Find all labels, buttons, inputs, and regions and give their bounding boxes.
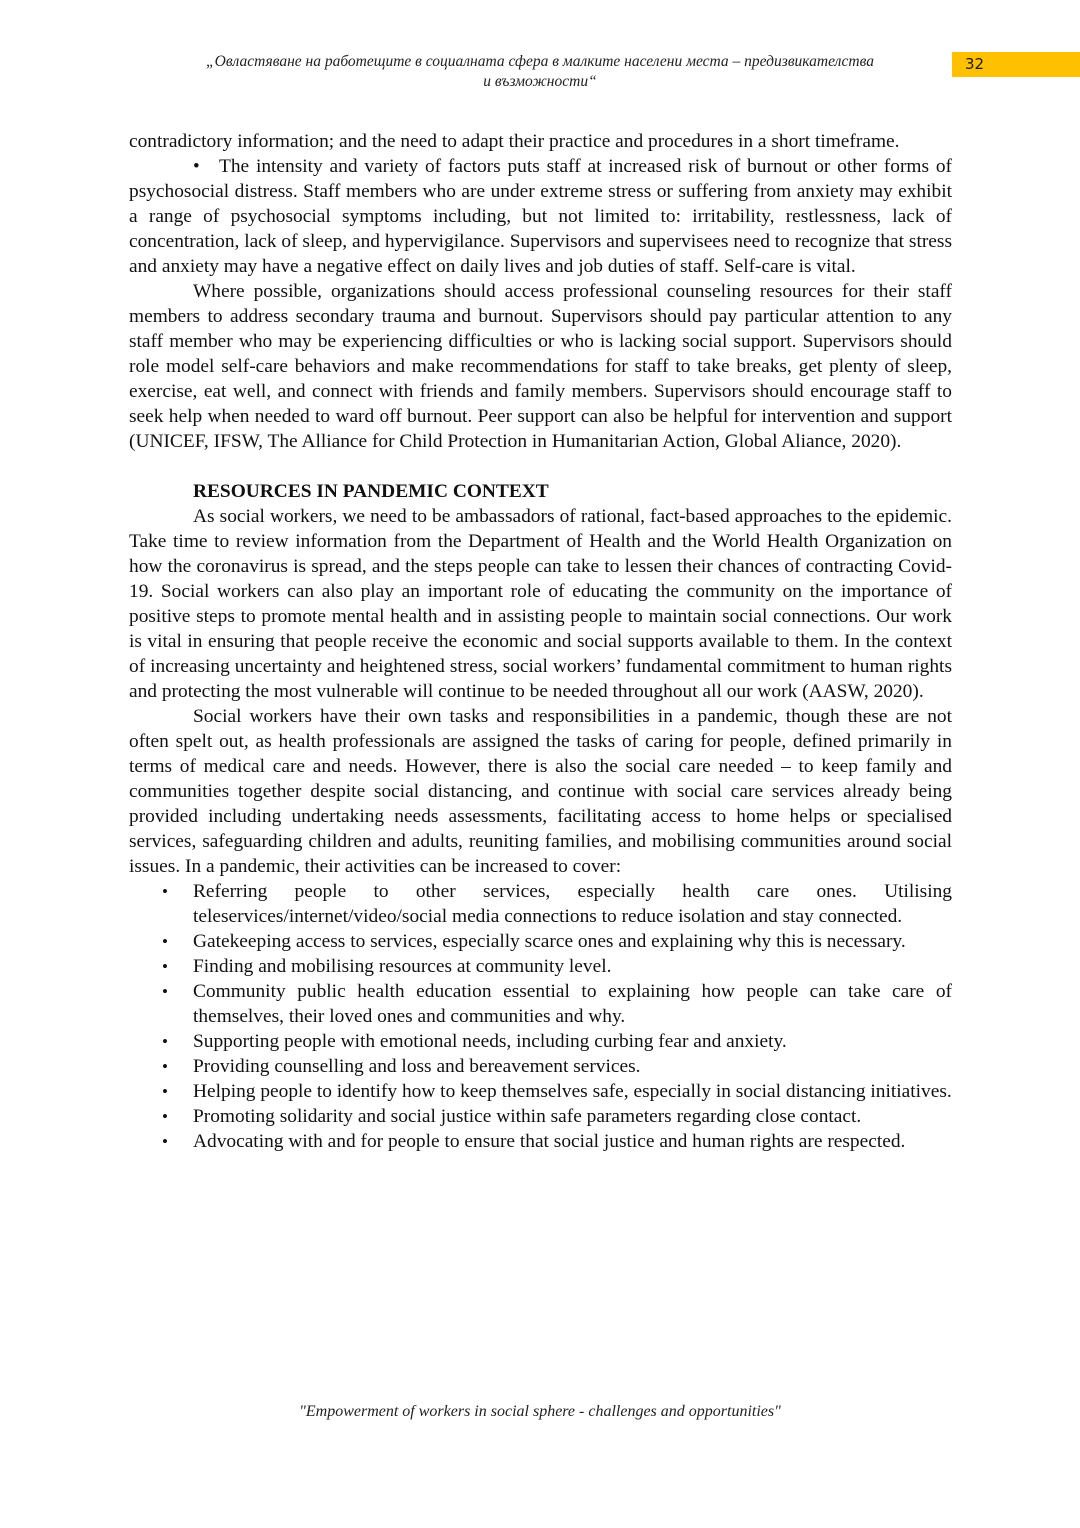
bullet-icon: • [162,957,168,976]
list-item-text: Advocating with and for people to ensure that social justice and human rights are respected. [193,1131,906,1152]
list-item-text: Helping people to identify how to keep themselves safe, especially in social distancing initiatives. [193,1081,952,1102]
list-item-text: Community public health education essential to explaining how people can take care of themselves, their loved ones and communities and why. [193,981,952,1027]
page-number-badge [952,52,1080,77]
list-item [129,879,952,929]
bullet-icon: • [162,982,168,1001]
page-number: 32 [965,55,985,73]
paragraph-ambassadors: As social workers, we need to be ambassadors of rational, fact-based approaches to the epidemic. Take time to review information from the Department of Health and the World Health Organization on how the coronavirus is spread, and the steps people can take to lessen their chances of contracting Covid-19. Social workers can also play an important role of educating the community on the importance of positive steps to promote mental health and in assisting people to maintain social connections. Our work is vital in ensuring that people receive the economic and social supports available to them. In the context of increasing uncertainty and heightened stress, social workers’ fundamental commitment to human rights and protecting the most vulnerable will continue to be needed throughout all our work (AASW, 2020). [129,506,952,702]
bullet-icon: • [193,156,200,177]
paragraph-counseling: Where possible, organizations should access professional counseling resources for their staff members to address secondary trauma and burnout. Supervisors should pay particular attention to any staff member who may be experiencing difficulties or who is lacking social support. Supervisors should role model self-care behaviors and make recommendations for staff to take breaks, get plenty of sleep, exercise, eat well, and connect with friends and family members. Supervisors should encourage staff to seek help when needed to ward off burnout. Peer support can also be helpful for intervention and support (UNICEF, IFSW, The Alliance for Child Protection in Humanitarian Action, Global Aliance, 2020). [129,281,952,452]
section-heading: RESOURCES IN PANDEMIC CONTEXT [193,481,549,502]
bullet-icon: • [162,1107,168,1126]
paragraph-continuation: contradictory information; and the need to adapt their practice and procedures in a short timeframe. [129,131,900,152]
bullet-icon: • [162,1082,168,1101]
list-item [129,979,952,1029]
running-header [130,52,950,92]
list-item-text: Gatekeeping access to services, especially scarce ones and explaining why this is necessary. [193,931,906,952]
header-title-line-2: и възможности“ [483,73,597,90]
list-item [129,929,952,954]
bullet-paragraph-burnout-risk [129,154,952,279]
page-body [129,129,952,1154]
paragraph-tasks: Social workers have their own tasks and responsibilities in a pandemic, though these are not often spelt out, as health professionals are assigned the tasks of caring for people, defined primarily in terms of medical care and needs. However, there is also the social care needed – to keep family and communities together despite social distancing, and continue with social care services already being provided including undertaking needs assessments, facilitating access to home helps or specialised services, safeguarding children and adults, reuniting families, and mobilising communities around social issues. In a pandemic, their activities can be increased to cover: [129,706,952,877]
list-item [129,1129,952,1154]
list-item-text: Promoting solidarity and social justice within safe parameters regarding close contact. [193,1106,862,1127]
list-item-text: Finding and mobilising resources at community level. [193,956,612,977]
bullet-icon: • [162,1057,168,1076]
bullet-icon: • [162,1132,168,1151]
running-footer: "Empowerment of workers in social sphere - challenges and opportunities" [299,1403,781,1420]
bullet-icon: • [162,932,168,951]
list-item [129,1029,952,1054]
header-title-line-1: „Овластяване на работещите в социалната сфера в малките населени места – предизвикателства [206,53,874,70]
list-item-text: Referring people to other services, especially health care ones. Utilising teleservices/internet/video/social media connections to reduce isolation and stay connected. [193,881,952,927]
list-item [129,1054,952,1079]
bullet-icon: • [162,882,168,901]
activities-list [129,879,952,1154]
list-item [129,1104,952,1129]
list-item [129,954,952,979]
list-item [129,1079,952,1104]
list-item-text: Providing counselling and loss and bereavement services. [193,1056,641,1077]
bullet-icon: • [162,1032,168,1051]
bullet-paragraph-text: The intensity and variety of factors puts staff at increased risk of burnout or other forms of psychosocial distress. Staff members who are under extreme stress or suffering from anxiety may exhibit a range of psychosocial symptoms including, but not limited to: irritability, restlessness, lack of concentration, lack of sleep, and hypervigilance. Supervisors and supervisees need to recognize that stress and anxiety may have a negative effect on daily lives and job duties of staff. Self-care is vital. [129,156,952,277]
list-item-text: Supporting people with emotional needs, including curbing fear and anxiety. [193,1031,787,1052]
